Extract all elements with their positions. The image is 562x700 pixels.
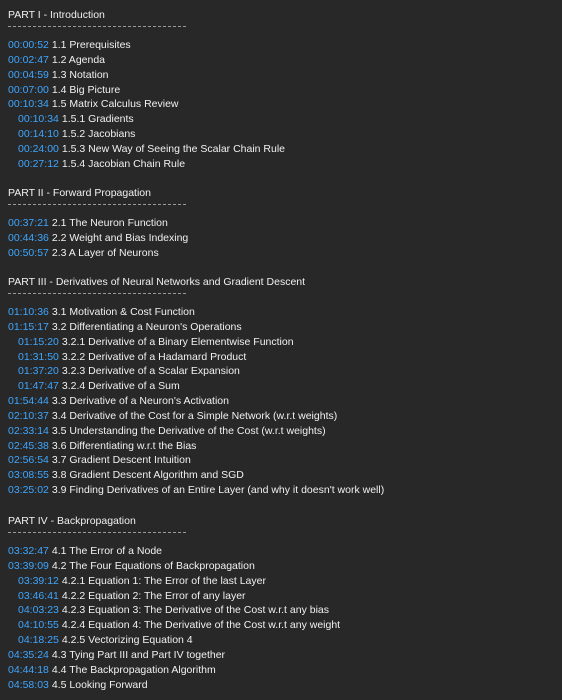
chapter-timestamp-link[interactable]: 02:56:54 — [8, 454, 49, 467]
chapter-label: 1.3 Notation — [51, 68, 109, 81]
chapter-item — [8, 468, 558, 483]
chapter-timestamp-link[interactable]: 04:10:55 — [18, 619, 59, 632]
chapter-timestamp-link[interactable]: 03:39:12 — [18, 574, 59, 587]
chapter-timestamp-link[interactable]: 00:07:00 — [8, 83, 49, 96]
chapter-item — [8, 483, 558, 498]
chapter-item — [8, 157, 558, 172]
chapter-timestamp-link[interactable]: 01:15:17 — [8, 320, 49, 333]
chapter-group — [8, 305, 558, 498]
chapter-item — [8, 53, 558, 68]
chapter-group — [8, 216, 558, 261]
chapter-timestamp-link[interactable]: 01:47:47 — [18, 380, 59, 393]
chapter-timestamp-link[interactable]: 01:15:20 — [18, 335, 59, 348]
chapter-label: 4.1 The Error of a Node — [51, 545, 162, 557]
chapter-label: 4.5 Looking Forward — [51, 678, 148, 691]
chapter-item — [8, 589, 558, 604]
chapter-label: 3.1 Motivation & Cost Function — [51, 306, 195, 318]
chapter-item — [8, 350, 558, 365]
chapter-timestamp-link[interactable]: 04:18:25 — [18, 634, 59, 647]
chapter-label: 1.5.1 Gradients — [61, 113, 134, 126]
chapter-timestamp-link[interactable]: 04:58:03 — [8, 678, 49, 691]
part-title: PART IV - Backpropagation — [8, 515, 136, 527]
chapter-timestamp-link[interactable]: 03:39:09 — [8, 559, 49, 572]
chapter-label: 3.8 Gradient Descent Algorithm and SGD — [51, 469, 244, 482]
chapter-timestamp-link[interactable]: 02:45:38 — [8, 439, 49, 452]
chapter-item — [8, 439, 558, 454]
chapter-timestamp-link[interactable]: 00:10:34 — [8, 98, 49, 111]
chapter-timestamp-link[interactable]: 00:50:57 — [8, 246, 49, 259]
chapter-label: 1.5.2 Jacobians — [61, 128, 136, 141]
chapter-label: 3.9 Finding Derivatives of an Entire Layer (and why it doesn't work well) — [51, 484, 385, 497]
part-4 — [8, 514, 558, 692]
chapter-item — [8, 142, 558, 157]
chapter-label: 3.5 Understanding the Derivative of the Cost (w.r.t weights) — [51, 424, 326, 437]
chapter-timestamp-link[interactable]: 01:54:44 — [8, 395, 49, 408]
chapter-timestamp-link[interactable]: 04:35:24 — [8, 648, 49, 661]
chapter-item — [8, 335, 558, 350]
chapter-item — [8, 618, 558, 633]
chapter-item — [8, 603, 558, 618]
part-title: PART III - Derivatives of Neural Networks and Gradient Descent — [8, 276, 306, 288]
chapter-timestamp-link[interactable]: 03:32:47 — [8, 545, 49, 557]
chapter-label: 3.2 Differentiating a Neuron's Operations — [51, 320, 242, 333]
chapter-timestamp-link[interactable]: 00:02:47 — [8, 53, 49, 66]
chapter-label: 1.2 Agenda — [51, 53, 106, 66]
chapter-timestamp-link[interactable]: 00:24:00 — [18, 142, 59, 155]
chapter-timestamp-link[interactable]: 01:10:36 — [8, 306, 49, 318]
chapter-timestamp-link[interactable]: 02:33:14 — [8, 424, 49, 437]
chapter-label: 2.1 The Neuron Function — [51, 217, 168, 229]
chapter-timestamp-link[interactable]: 00:37:21 — [8, 217, 49, 229]
chapter-timestamp-link[interactable]: 04:03:23 — [18, 604, 59, 617]
chapter-label: 2.3 A Layer of Neurons — [51, 246, 159, 259]
chapter-group — [8, 544, 558, 692]
chapter-label: 3.6 Differentiating w.r.t the Bias — [51, 439, 197, 452]
chapter-timestamp-link[interactable]: 00:27:12 — [18, 157, 59, 170]
chapter-item — [8, 544, 558, 559]
chapter-item — [8, 663, 558, 678]
chapter-timestamp-link[interactable]: 03:46:41 — [18, 589, 59, 602]
chapter-timestamp-link[interactable]: 00:00:52 — [8, 39, 49, 51]
chapter-label: 4.2.2 Equation 2: The Error of any layer — [61, 589, 246, 602]
part-3 — [8, 275, 558, 498]
chapter-label: 3.4 Derivative of the Cost for a Simple Network (w.r.t weights) — [51, 409, 338, 422]
chapter-label: 1.5 Matrix Calculus Review — [51, 98, 179, 111]
chapter-item — [8, 453, 558, 468]
chapter-item — [8, 68, 558, 83]
chapter-label: 1.5.4 Jacobian Chain Rule — [61, 157, 186, 170]
chapter-label: 3.3 Derivative of a Neuron's Activation — [51, 395, 229, 408]
part-separator — [8, 532, 186, 533]
part-separator — [8, 26, 186, 27]
chapter-label: 3.2.4 Derivative of a Sum — [61, 380, 180, 393]
chapter-label: 3.2.2 Derivative of a Hadamard Product — [61, 350, 247, 363]
part-separator — [8, 204, 186, 205]
chapter-item — [8, 246, 558, 261]
chapter-label: 3.7 Gradient Descent Intuition — [51, 454, 191, 467]
chapter-timestamp-link[interactable]: 03:25:02 — [8, 484, 49, 497]
chapter-item — [8, 424, 558, 439]
chapter-timestamp-link[interactable]: 00:14:10 — [18, 128, 59, 141]
chapter-item — [8, 633, 558, 648]
chapter-item — [8, 678, 558, 693]
chapter-timestamp-link[interactable]: 00:44:36 — [8, 231, 49, 244]
chapter-item — [8, 364, 558, 379]
chapter-item — [8, 231, 558, 246]
chapter-label: 4.4 The Backpropagation Algorithm — [51, 663, 216, 676]
chapter-timestamp-link[interactable]: 00:10:34 — [18, 113, 59, 126]
chapter-timestamp-link[interactable]: 00:04:59 — [8, 68, 49, 81]
chapter-label: 4.2.3 Equation 3: The Derivative of the Cost w.r.t any bias — [61, 604, 329, 617]
chapter-label: 4.2.4 Equation 4: The Derivative of the Cost w.r.t any weight — [61, 619, 341, 632]
chapter-item — [8, 394, 558, 409]
chapter-item — [8, 574, 558, 589]
chapter-timestamp-link[interactable]: 02:10:37 — [8, 409, 49, 422]
chapter-label: 4.2.1 Equation 1: The Error of the last Layer — [61, 574, 266, 587]
chapter-label: 3.2.1 Derivative of a Binary Elementwise Function — [61, 335, 294, 348]
chapter-timestamp-link[interactable]: 01:31:50 — [18, 350, 59, 363]
chapter-label: 2.2 Weight and Bias Indexing — [51, 231, 189, 244]
chapter-item — [8, 83, 558, 98]
chapter-timestamp-link[interactable]: 01:37:20 — [18, 365, 59, 378]
part-title: PART I - Introduction — [8, 9, 105, 21]
chapter-item — [8, 127, 558, 142]
chapter-item — [8, 38, 558, 53]
chapter-label: 1.1 Prerequisites — [51, 39, 131, 51]
chapter-item — [8, 379, 558, 394]
chapter-item — [8, 97, 558, 112]
chapter-label: 1.4 Big Picture — [51, 83, 121, 96]
part-title: PART II - Forward Propagation — [8, 187, 151, 199]
part-separator — [8, 293, 186, 294]
chapter-group — [8, 38, 558, 172]
chapter-item — [8, 305, 558, 320]
chapter-label: 4.2.5 Vectorizing Equation 4 — [61, 634, 193, 647]
chapter-item — [8, 216, 558, 231]
chapter-label: 3.2.3 Derivative of a Scalar Expansion — [61, 365, 240, 378]
chapter-label: 1.5.3 New Way of Seeing the Scalar Chain Rule — [61, 142, 286, 155]
part-1 — [8, 8, 558, 172]
chapter-timestamp-link[interactable]: 04:44:18 — [8, 663, 49, 676]
chapter-label: 4.3 Tying Part III and Part IV together — [51, 648, 226, 661]
chapter-item — [8, 559, 558, 574]
chapter-item — [8, 648, 558, 663]
chapter-item — [8, 112, 558, 127]
chapter-label: 4.2 The Four Equations of Backpropagation — [51, 559, 255, 572]
part-2 — [8, 186, 558, 261]
chapter-timestamp-link[interactable]: 03:08:55 — [8, 469, 49, 482]
chapter-item — [8, 409, 558, 424]
chapter-item — [8, 320, 558, 335]
